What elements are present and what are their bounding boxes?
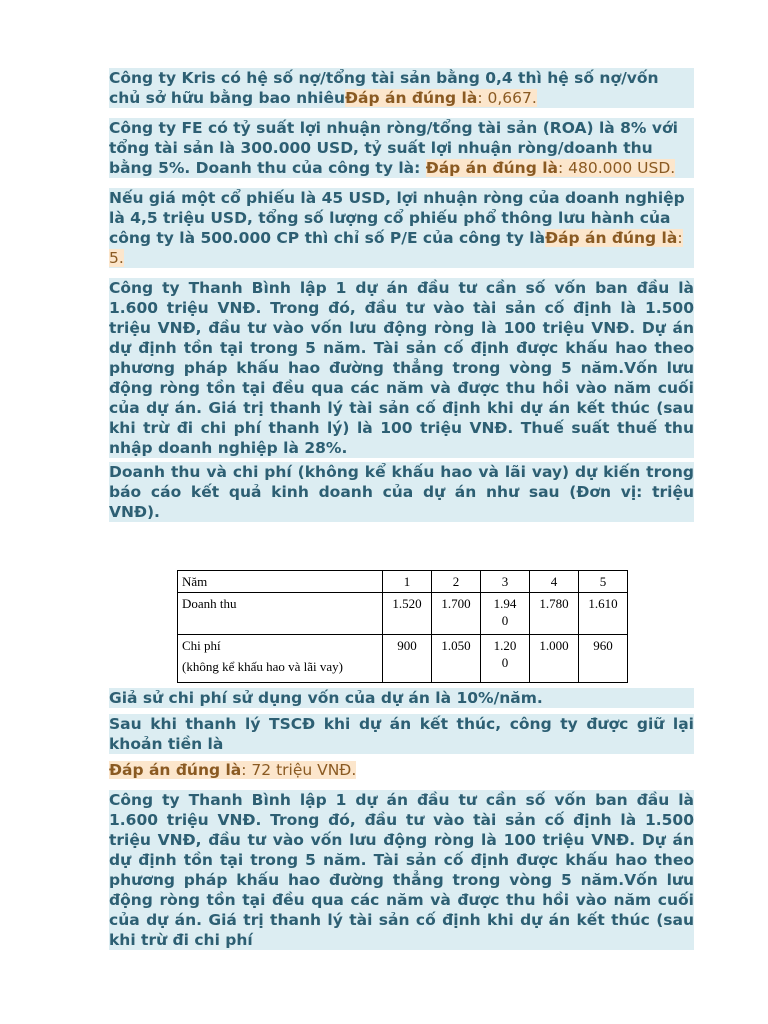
revenue-cell: 1.520 [383, 593, 432, 635]
table-row-years [178, 571, 628, 593]
content-column [109, 68, 694, 532]
answer-value: : 0,667. [477, 89, 537, 107]
cost-cell: 960 [579, 635, 628, 683]
question-2 [109, 118, 694, 178]
revenue-cell: 1.780 [530, 593, 579, 635]
project-intro-2: Công ty Thanh Bình lập 1 dự án đầu tư cần số vốn ban đầu là 1.600 triệu VNĐ. Trong đó, đầu tư vào tài sản cố định là 1.500 triệu VNĐ, đầu tư vào vốn lưu động ròng là 100 triệu VNĐ. Dự án dự định tồn tại trong 5 năm. Tài sản cố định được khấu hao theo phương pháp khấu hao đường thẳng trong vòng 5 năm.Vốn lưu động ròng tồn tại đều qua các năm và được thu hồi vào năm cuối của dự án. Giá trị thanh lý tài sản cố định khi dự án kết thúc (sau khi trừ đi chi phí [109, 791, 694, 949]
question-text: Nếu giá một cổ phiếu là 45 USD, lợi nhuận ròng của doanh nghiệp là 4,5 triệu USD, tổng số lượng cổ phiếu phổ thông lưu hành của công ty là 500.000 CP thì chỉ số P/E của công ty là [109, 189, 685, 247]
question-3 [109, 188, 694, 268]
cost-label: Chi phí [182, 638, 221, 653]
cost-cell: 1.000 [530, 635, 579, 683]
year-cell: 4 [530, 571, 579, 593]
answer-value: : 5. [109, 229, 683, 267]
question-text: Công ty Kris có hệ số nợ/tổng tài sản bằng 0,4 thì hệ số nợ/vốn chủ sở hữu bằng bao nhiêu [109, 69, 659, 107]
answer-value: : 72 triệu VNĐ. [241, 761, 357, 779]
table-row-cost [178, 635, 628, 683]
question-1 [109, 68, 694, 108]
revenue-intro: Doanh thu và chi phí (không kể khấu hao và lãi vay) dự kiến trong báo cáo kết quả kinh doanh của dự án như sau (Đơn vị: triệu VNĐ). [109, 463, 694, 521]
year-cell: 2 [432, 571, 481, 593]
content-column-2 [109, 688, 694, 960]
year-cell: 5 [579, 571, 628, 593]
answer-label: Đáp án đúng là [425, 159, 558, 177]
year-label: Năm [178, 571, 383, 593]
answer-label: Đáp án đúng là [345, 89, 478, 107]
capital-cost: Giả sử chi phí sử dụng vốn của dự án là 10%/năm. [109, 688, 694, 708]
revenue-label: Doanh thu [178, 593, 383, 635]
cost-cell: 1.050 [432, 635, 481, 683]
question-text: Công ty FE có tỷ suất lợi nhuận ròng/tổng tài sản (ROA) là 8% với tổng tài sản là 300.000 USD, tỷ suất lợi nhuận ròng/doanh thu bằng 5%. Doanh thu của công ty là: [109, 119, 678, 177]
revenue-cell: 1.610 [579, 593, 628, 635]
answer-label: Đáp án đúng là [545, 229, 678, 247]
answer-value: : 480.000 USD. [557, 159, 676, 177]
answer-label: Đáp án đúng là [109, 761, 242, 779]
revenue-cost-table [177, 570, 628, 683]
table-row-revenue [178, 593, 628, 635]
answer-4 [109, 760, 694, 780]
revenue-cell: 1.700 [432, 593, 481, 635]
cost-note: (không kể khấu hao và lãi vay) [182, 659, 344, 674]
cost-cell: 1.20 0 [481, 635, 530, 683]
project-intro: Công ty Thanh Bình lập 1 dự án đầu tư cần số vốn ban đầu là 1.600 triệu VNĐ. Trong đó, đầu tư vào tài sản cố định là 1.500 triệu VNĐ, đầu tư vào vốn lưu động ròng là 100 triệu VNĐ. Dự án dự định tồn tại trong 5 năm. Tài sản cố định được khấu hao theo phương pháp khấu hao đường thẳng trong vòng 5 năm.Vốn lưu động ròng tồn tại đều qua các năm và được thu hồi vào năm cuối của dự án. Giá trị thanh lý tài sản cố định khi dự án kết thúc (sau khi trừ đi chi phí thanh lý) là 100 triệu VNĐ. Thuế suất thuế thu nhập doanh nghiệp là 28%. [109, 279, 694, 457]
cost-cell: 900 [383, 635, 432, 683]
year-cell: 1 [383, 571, 432, 593]
revenue-cell: 1.94 0 [481, 593, 530, 635]
year-cell: 3 [481, 571, 530, 593]
question-4: Sau khi thanh lý TSCĐ khi dự án kết thúc, công ty được giữ lại khoản tiền là [109, 715, 694, 753]
cost-label-cell [178, 635, 383, 683]
